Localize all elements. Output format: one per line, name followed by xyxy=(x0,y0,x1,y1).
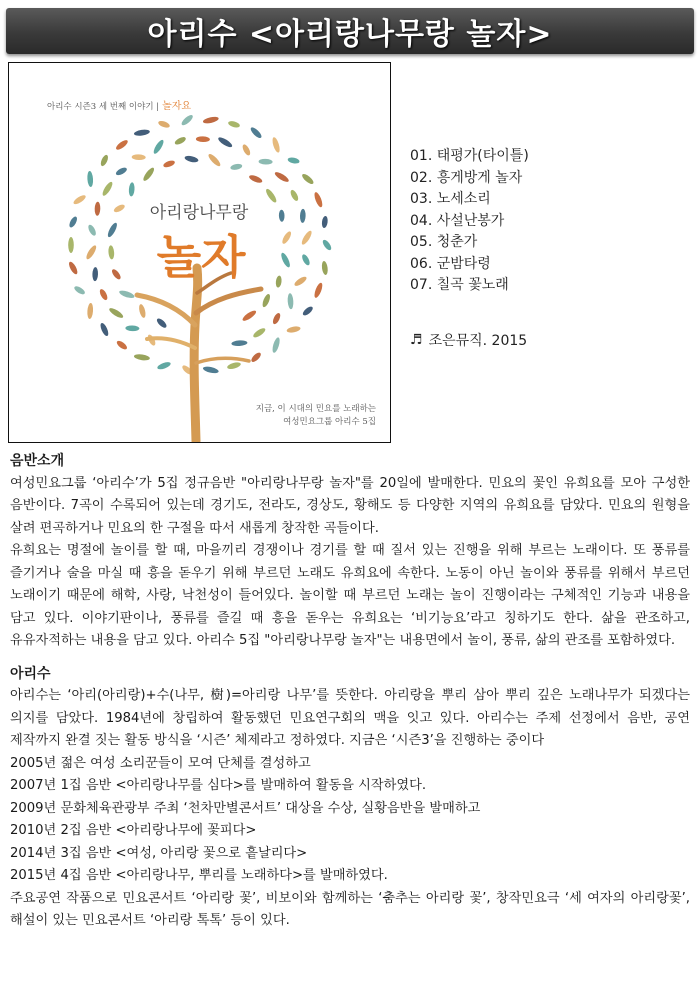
history-item: 2014년 3집 음반 <여성, 아리랑 꽃으로 흩날리다> xyxy=(10,845,308,861)
leaf-shape xyxy=(301,253,312,266)
leaf-shape xyxy=(289,189,300,202)
cover-bottom-line-1: 지금, 이 시대의 민요를 노래하는 xyxy=(255,404,376,414)
leaf-shape xyxy=(108,245,115,259)
leaf-shape xyxy=(287,293,294,309)
track-item: 06. 군밤타령 xyxy=(410,255,491,272)
leaf-shape xyxy=(180,113,194,126)
leaf-shape xyxy=(115,166,128,177)
leaf-shape xyxy=(113,203,126,214)
leaf-shape xyxy=(271,312,281,325)
leaf-shape xyxy=(271,136,281,153)
arisu-paragraph: 아리수는 ‘아리(아리랑)+수(나무, 樹)=아리랑 나무’를 뜻한다. 아리랑을 뿌리 삼아 뿌리 깊은 노래나무가 되겠다는 의지를 담았다. 1984년에 창립하여 활동했던 민요연구회의 맥을 잇고 있다. 아리수는 주제 선정에서 음반, 공연 제작까지 완결 짓는 활동 방식을 ‘시즌’ 체제라고 정하였다. 지금은 ‘시즌3’을 진행하는 중이다 xyxy=(10,688,690,748)
cover-subtitle: 아리랑나무랑 xyxy=(149,203,249,223)
article-body xyxy=(10,450,690,933)
leaf-shape xyxy=(92,267,98,281)
leaf-shape xyxy=(202,116,219,125)
leaf-shape xyxy=(202,365,219,374)
cover-series-highlight: 놀자요 xyxy=(162,101,192,112)
leaf-shape xyxy=(250,351,262,363)
leaf-shape xyxy=(87,224,98,237)
leaf-shape xyxy=(142,166,156,182)
music-note-icon: ♬ xyxy=(410,332,423,348)
cover-bottom-text xyxy=(9,403,376,429)
leaf-shape xyxy=(293,275,308,287)
album-intro-heading: 음반소개 xyxy=(10,453,65,469)
leaf-shape xyxy=(241,143,252,156)
leaf-shape xyxy=(217,136,234,149)
leaf-shape xyxy=(128,182,135,196)
leaf-shape xyxy=(73,285,86,296)
track-item: 03. 노세소리 xyxy=(410,191,491,207)
leaf-shape xyxy=(227,361,242,370)
history-item: 2007년 1집 음반 <아리랑나무를 심다>를 발매하여 활동을 시작하였다. xyxy=(10,778,427,793)
leaf-shape xyxy=(321,216,328,229)
leaf-shape xyxy=(115,339,128,351)
leaf-shape xyxy=(259,159,273,165)
leaf-shape xyxy=(231,340,247,347)
leaf-shape xyxy=(230,163,243,171)
leaf-shape xyxy=(108,306,125,319)
leaf-shape xyxy=(313,282,324,299)
leaf-shape xyxy=(163,159,176,168)
leaf-shape xyxy=(196,136,210,142)
history-item: 2005년 젊은 여성 소리꾼들이 모여 단체를 결성하고 xyxy=(10,755,311,771)
history-item: 2015년 4집 음반 <아리랑나무, 뿌리를 노래하다>를 발매하였다. xyxy=(10,868,388,883)
page-title-bar xyxy=(6,8,694,54)
leaf-shape xyxy=(72,194,87,206)
leaf-shape xyxy=(87,171,94,187)
leaf-shape xyxy=(138,304,147,319)
leaf-shape xyxy=(249,126,263,140)
leaf-shape xyxy=(174,136,187,147)
leaf-shape xyxy=(152,139,165,156)
leaf-shape xyxy=(68,237,74,253)
leaf-shape xyxy=(94,202,100,216)
leaf-shape xyxy=(156,361,171,371)
credit-text: 조은뮤직. 2015 xyxy=(428,333,528,349)
leaf-shape xyxy=(67,261,79,276)
track-item: 02. 흥게방게 놀자 xyxy=(410,169,523,186)
leaf-shape xyxy=(274,170,291,183)
history-item: 2009년 문화체육관광부 주최 ‘천차만별콘서트’ 대상을 수상, 실황음반을 발매하고 xyxy=(10,800,481,816)
leaf-shape xyxy=(157,120,170,129)
leaf-shape xyxy=(101,181,114,198)
track-item: 05. 청춘가 xyxy=(410,234,478,250)
leaf-shape xyxy=(110,268,122,281)
album-intro-paragraph: 여성민요그룹 ‘아리수’가 5집 정규음반 "아리랑나무랑 놀자"를 20일에 발매한다. 민요의 꽃인 유희요를 모아 구성한 음반이다. 7곡이 수록되어 있는데 경기도, 전라도, 경상도, 황해도 등 다양한 지역의 유희요를 담았다. 민요의 원형을 살려 편곡하거나 민요의 한 구절을 따서 새롭게 창작한 곡들이다. xyxy=(10,475,690,536)
leaf-shape xyxy=(301,305,314,317)
leaf-shape xyxy=(115,138,130,151)
leaf-shape xyxy=(301,172,315,185)
track-item: 01. 태평가(타이틀) xyxy=(410,148,529,164)
leaf-shape xyxy=(134,129,151,137)
leaf-shape xyxy=(98,288,109,301)
leaf-shape xyxy=(300,209,306,223)
leaf-shape xyxy=(207,152,222,167)
leaf-shape xyxy=(271,337,281,354)
arisu-heading: 아리수 xyxy=(10,665,51,682)
leaf-shape xyxy=(132,154,146,160)
leaf-shape xyxy=(155,317,168,329)
track-item: 07. 칠곡 꽃노래 xyxy=(410,277,509,293)
leaf-shape xyxy=(313,191,324,208)
leaf-shape xyxy=(68,215,79,228)
leaf-shape xyxy=(87,303,94,319)
label-credit xyxy=(410,330,527,350)
leaf-shape xyxy=(241,309,257,323)
leaf-shape xyxy=(125,325,139,331)
leaf-shape xyxy=(264,188,278,204)
leaf-shape xyxy=(280,252,292,269)
leaf-shape xyxy=(106,222,118,239)
leaf-shape xyxy=(321,239,333,252)
arisu-closing: 주요공연 작품으로 민요콘서트 ‘아리랑 꽃’, 비보이와 함께하는 ‘춤추는 아리랑 꽃’, 창작민요극 ‘세 여자의 아리랑꽃’, 해설이 있는 민요콘서트 ‘아리랑 톡톡’ 등이 있다. xyxy=(10,890,690,928)
leaf-shape xyxy=(184,155,199,164)
leaf-shape xyxy=(134,353,151,361)
page-title: 아리수 <아리랑나무랑 놀자> xyxy=(147,17,553,52)
leaf-shape xyxy=(300,229,313,246)
leaf-shape xyxy=(286,325,301,333)
history-item: 2010년 2집 음반 <아리랑나무에 꽃피다> xyxy=(10,823,257,838)
track-list xyxy=(410,146,529,297)
cover-main-title: 놀자 xyxy=(156,230,246,284)
cover-series-text: 아리수 시즌3 세 번째 이야기 | xyxy=(47,102,160,112)
leaf-shape xyxy=(281,230,293,245)
leaf-shape xyxy=(252,327,267,339)
leaf-shape xyxy=(279,210,285,222)
leaf-shape xyxy=(287,157,300,165)
album-intro-paragraph: 유희요는 명절에 놀이를 할 때, 마을끼리 경쟁이나 경기를 할 때 질서 있는 진행을 위해 부르는 노래이다. 또 풍류를 즐기거나 술을 마실 때 흥을 돋우기 위해 부르던 노래도 유희요에 속한다. 노동이 아닌 놀이와 풍류를 위해서 부르던 노래이기 때문에 해학, 사랑, 낙천성이 들어있다. 놀이할 때 부르던 노래는 놀이 진행이라는 구체적인 기능과 내용을 담고 있다. 이야기판이나, 풍류를 즐길 때 흥을 돋우는 유희요는 ‘비기능요’라고 칭하기도 한다. 삶을 관조하고, 유유자적하는 내용을 담고 있다. 아리수 5집 "아리랑나무랑 놀자"는 내용면에서 놀이, 풍류, 삶의 관조를 포함하였다. xyxy=(10,543,690,648)
track-item: 04. 사설난봉가 xyxy=(410,212,505,229)
leaf-shape xyxy=(321,261,328,276)
leaf-shape xyxy=(261,293,271,308)
cover-tree-illustration xyxy=(9,63,390,442)
cover-bottom-line-2: 여성민요그룹 아리수 5집 xyxy=(283,417,376,427)
leaf-shape xyxy=(248,174,263,184)
leaf-shape xyxy=(85,244,98,261)
leaf-shape xyxy=(118,289,135,300)
album-cover xyxy=(8,62,391,443)
leaf-shape xyxy=(275,275,282,288)
leaf-shape xyxy=(227,120,240,129)
leaf-shape xyxy=(99,154,109,167)
leaf-shape xyxy=(99,322,110,337)
